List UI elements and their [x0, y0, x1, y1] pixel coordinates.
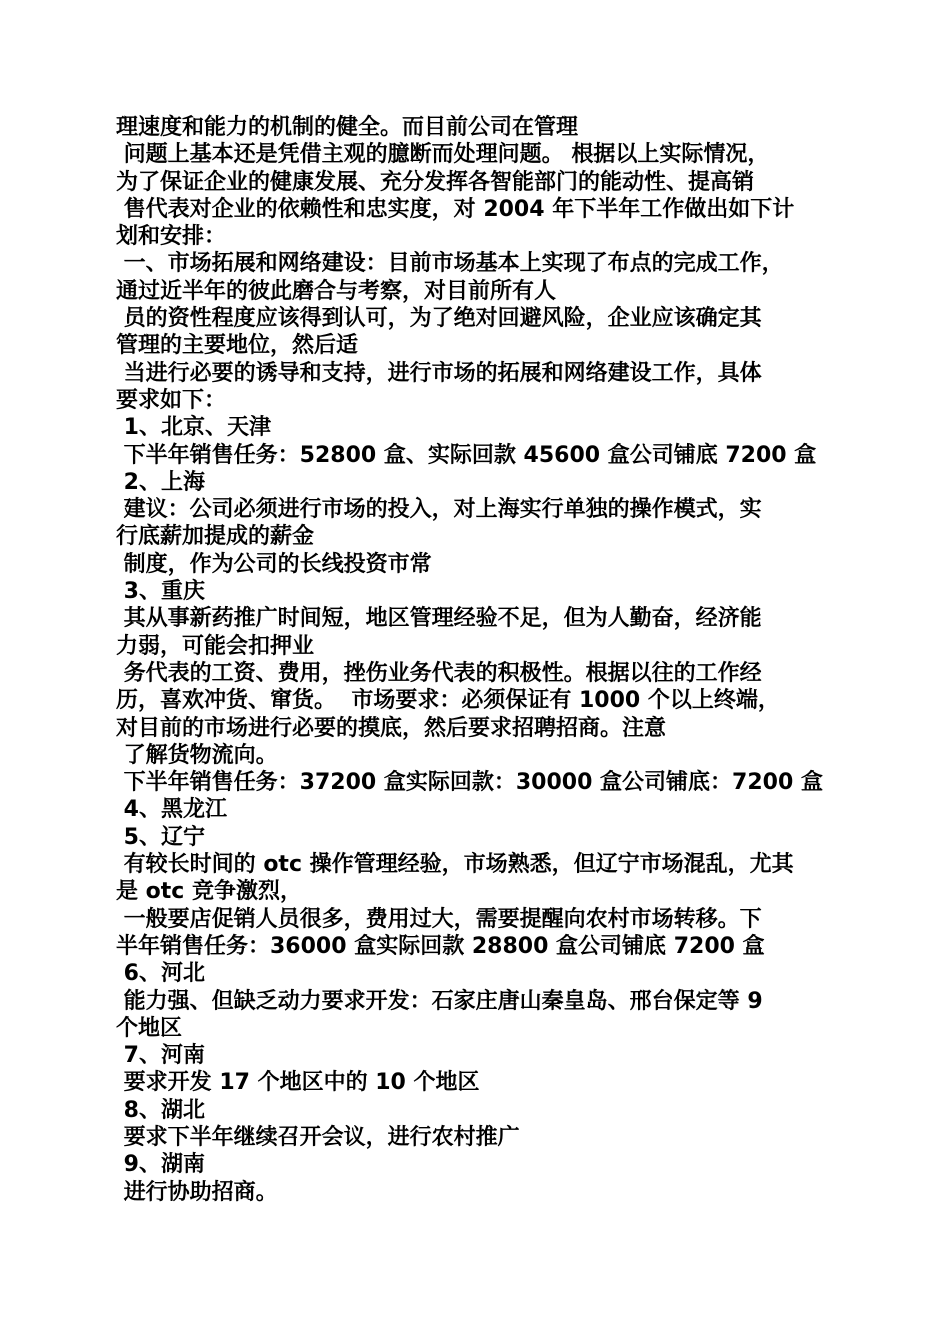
text-line: 下半年销售任务：37200 盒实际回款：30000 盒公司铺底：7200 盒 — [116, 770, 823, 796]
text-line: 半年销售任务：36000 盒实际回款 28800 盒公司铺底 7200 盒 — [116, 933, 765, 959]
region-heading-chongqing: 3、重庆 — [116, 579, 205, 605]
document-body — [116, 114, 846, 1206]
text-line: 通过近半年的彼此磨合与考察，对目前所有人 — [116, 278, 557, 304]
text-line: 力弱，可能会扣押业 — [116, 633, 315, 659]
region-heading-liaoning: 5、辽宁 — [116, 824, 205, 850]
region-heading-hubei: 8、湖北 — [116, 1097, 205, 1123]
text-line: 当进行必要的诱导和支持，进行市场的拓展和网络建设工作，具体 — [116, 360, 762, 386]
text-line: 历，喜欢冲货、窜货。 市场要求：必须保证有 1000 个以上终端， — [116, 688, 780, 714]
text-line: 建议：公司必须进行市场的投入，对上海实行单独的操作模式，实 — [116, 497, 762, 523]
region-heading-beijing-tianjin: 1、北京、天津 — [116, 415, 271, 441]
text-line: 划和安排： — [116, 224, 227, 250]
text-line: 了解货物流向。 — [116, 742, 278, 768]
text-line: 有较长时间的 otc 操作管理经验，市场熟悉，但辽宁市场混乱，尤其 — [116, 852, 794, 878]
region-heading-shanghai: 2、上海 — [116, 469, 205, 495]
text-line: 个地区 — [116, 1015, 183, 1041]
text-line: 员的资性程度应该得到认可，为了绝对回避风险，企业应该确定其 — [116, 306, 762, 332]
section-heading: 一、市场拓展和网络建设：目前市场基本上实现了布点的完成工作， — [116, 251, 784, 277]
text-line: 一般要店促销人员很多，费用过大，需要提醒向农村市场转移。下 — [116, 906, 762, 932]
text-line: 是 otc 竞争激烈， — [116, 879, 302, 905]
text-line: 务代表的工资、费用，挫伤业务代表的积极性。根据以往的工作经 — [116, 660, 762, 686]
text-line: 能力强、但缺乏动力要求开发：石家庄唐山秦皇岛、邢台保定等 9 — [116, 988, 763, 1014]
text-line: 行底薪加提成的薪金 — [116, 524, 315, 550]
text-line: 进行协助招商。 — [116, 1179, 278, 1205]
text-line: 问题上基本还是凭借主观的臆断而处理问题。 根据以上实际情况， — [116, 142, 770, 168]
text-line: 对目前的市场进行必要的摸底，然后要求招聘招商。注意 — [116, 715, 667, 741]
region-heading-heilongjiang: 4、黑龙江 — [116, 797, 227, 823]
text-line: 售代表对企业的依赖性和忠实度，对 2004 年下半年工作做出如下计 — [116, 196, 795, 222]
text-line: 理速度和能力的机制的健全。而目前公司在管理 — [116, 115, 579, 140]
region-heading-hunan: 9、湖南 — [116, 1152, 205, 1178]
text-line: 制度，作为公司的长线投资市常 — [116, 551, 432, 577]
text-line: 管理的主要地位，然后适 — [116, 333, 359, 359]
region-heading-hebei: 6、河北 — [116, 961, 205, 987]
region-heading-henan: 7、河南 — [116, 1043, 205, 1069]
text-line: 其从事新药推广时间短，地区管理经验不足，但为人勤奋，经济能 — [116, 606, 762, 632]
text-line: 要求如下： — [116, 387, 227, 413]
text-line: 要求开发 17 个地区中的 10 个地区 — [116, 1070, 480, 1096]
text-line: 为了保证企业的健康发展、充分发挥各智能部门的能动性、提高销 — [116, 169, 755, 195]
text-line: 要求下半年继续召开会议，进行农村推广 — [116, 1124, 520, 1150]
text-line: 下半年销售任务：52800 盒、实际回款 45600 盒公司铺底 7200 盒 — [116, 442, 817, 468]
